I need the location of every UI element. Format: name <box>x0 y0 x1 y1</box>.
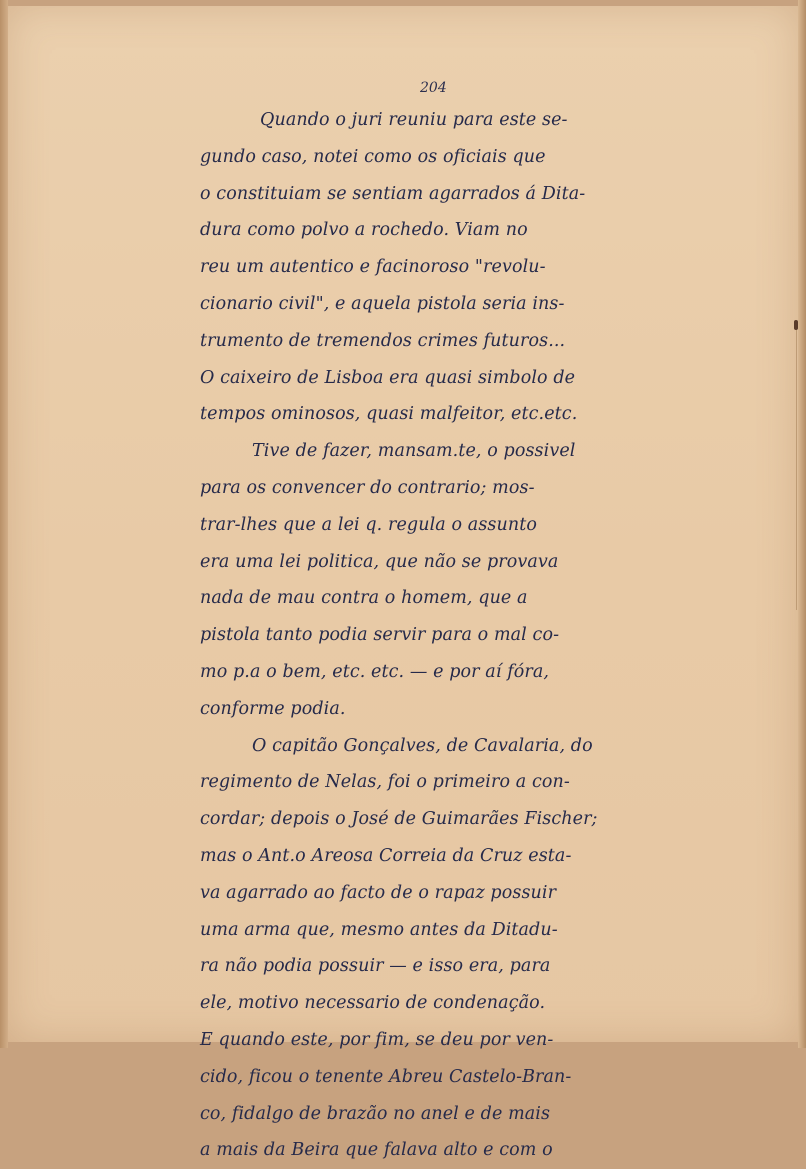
text-line: mo p.a o bem, etc. etc. — e por aí fóra, <box>200 661 550 682</box>
text-line: tempos ominosos, quasi malfeitor, etc.etc. <box>200 404 578 425</box>
edge-stain <box>794 320 798 330</box>
text-line: E quando este, por fim, se deu por ven- <box>200 1029 554 1050</box>
page-number: 204 <box>420 80 447 96</box>
binding-spine <box>0 0 8 1048</box>
edge-crease <box>796 330 797 610</box>
text-line: era uma lei politica, que não se provava <box>200 551 559 572</box>
text-line: cionario civil", e aquela pistola seria ins- <box>200 293 565 314</box>
text-line: cido, ficou o tenente Abreu Castelo-Bran- <box>200 1066 572 1087</box>
text-line: a mais da Beira que falava alto e com o <box>200 1140 553 1161</box>
text-line: dura como polvo a rochedo. Viam no <box>200 220 528 241</box>
page-edge <box>798 0 806 1048</box>
text-line: co, fidalgo de brazão no anel e de mais <box>200 1103 551 1124</box>
text-line: gundo caso, notei como os oficiais que <box>200 146 546 167</box>
text-line: conforme podia. <box>200 698 346 719</box>
text-line: va agarrado ao facto de o rapaz possuir <box>200 882 557 903</box>
handwritten-text <box>200 102 690 1169</box>
text-line: uma arma que, mesmo antes da Ditadu- <box>200 919 558 940</box>
text-line: ra não podia possuir — e isso era, para <box>200 956 551 977</box>
text-line: para os convencer do contrario; mos- <box>200 477 535 498</box>
text-line: trumento de tremendos crimes futuros... <box>200 330 566 351</box>
text-line: reu um autentico e facinoroso "revolu- <box>200 257 546 278</box>
text-line: Tive de fazer, mansam.te, o possivel <box>252 441 576 462</box>
text-line: mas o Ant.o Areosa Correia da Cruz esta- <box>200 845 572 866</box>
text-line: o constituiam se sentiam agarrados á Dita- <box>200 183 586 204</box>
text-line: Quando o juri reuniu para este se- <box>260 110 568 130</box>
text-line: trar-lhes que a lei q. regula o assunto <box>200 514 537 535</box>
text-line: nada de mau contra o homem, que a <box>200 588 528 609</box>
text-line: O caixeiro de Lisboa era quasi simbolo de <box>200 367 576 388</box>
text-line: cordar; depois o José de Guimarães Fischer; <box>200 809 598 830</box>
text-line: regimento de Nelas, foi o primeiro a con- <box>200 772 570 793</box>
text-line: O capitão Gonçalves, de Cavalaria, do <box>252 735 593 756</box>
text-line: pistola tanto podia servir para o mal co- <box>200 625 560 646</box>
text-line: ele, motivo necessario de condenação. <box>200 993 546 1014</box>
